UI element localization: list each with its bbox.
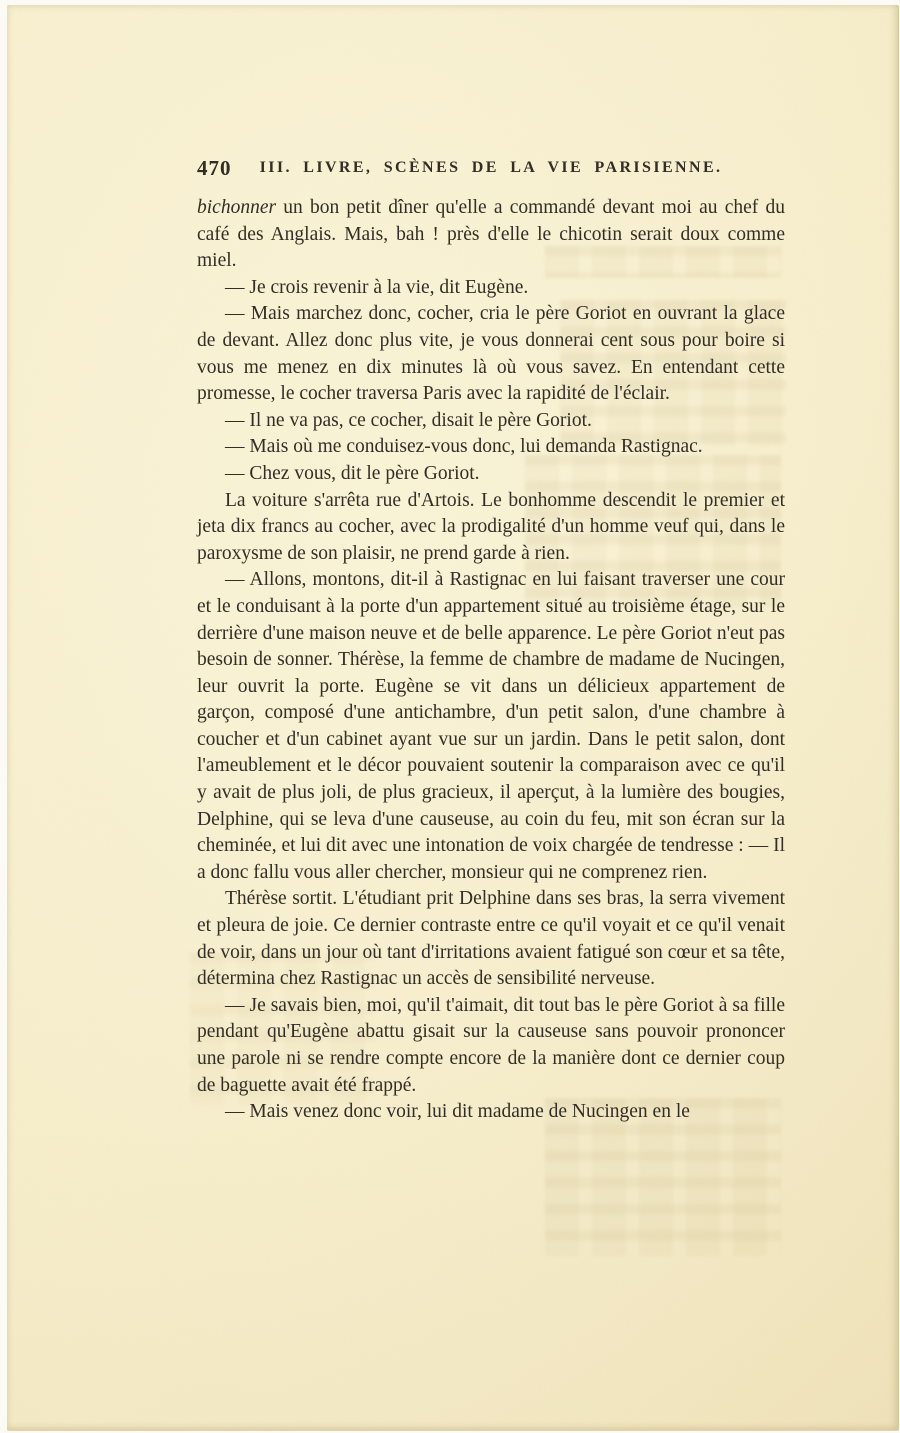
paragraph: — Chez vous, dit le père Goriot.	[225, 462, 480, 484]
paragraph: — Mais venez donc voir, lui dit madame de Nucingen en le	[225, 1101, 690, 1123]
paragraph: — Je crois revenir à la vie, dit Eugène.	[225, 276, 529, 298]
italic-lead-word: bichonner	[197, 197, 277, 218]
text-block	[197, 156, 785, 1126]
body-text	[197, 195, 785, 1126]
paragraph: Thérèse sortit. L'étudiant prit Delphine dans ses bras, la serra vivement et pleura de joie. Ce dernier contraste entre ce qu'il voyait et ce qu'il venait de voir, dans un jour où tant d'irritations avaient fatigué son cœur et sa tête, détermina chez Rastignac un accès de sensibilité nerveuse.	[197, 888, 785, 990]
paragraph: La voiture s'arrêta rue d'Artois. Le bonhomme descendit le premier et jeta dix francs au cocher, avec la prodigalité d'un homme veuf qui, dans le paroxysme de son plaisir, ne prend garde à rien.	[197, 489, 785, 564]
paragraph: — Je savais bien, moi, qu'il t'aimait, dit tout bas le père Goriot à sa fille pendant qu'Eugène abattu gisait sur la causeuse sans pouvoir prononcer une parole ni se rendre compte encore de la manière dont ce dernier coup de baguette avait été frappé.	[197, 994, 785, 1096]
paragraph: — Allons, montons, dit-il à Rastignac en lui faisant traverser une cour et le conduisant à la porte d'un appartement situé au troisième étage, sur le derrière d'une maison neuve et de belle apparence. Le père Goriot n'eut pas besoin de sonner. Thérèse, la femme de chambre de madame de Nucingen, leur ouvrit la porte. Eugène se vit dans un délicieux appartement de garçon, composé d'une antichambre, d'un petit salon, d'une chambre à coucher et d'un cabinet ayant vue sur un jardin. Dans le petit salon, dont l'ameublement et le décor pouvaient soutenir la comparaison avec ce qu'il y avait de plus joli, de plus gracieux, il aperçut, à la lumière des bougies, Delphine, qui se leva d'une causeuse, au coin du feu, mit son écran sur la cheminée, et lui dit avec une intonation de voix chargée de tendresse : — Il a donc fallu vous aller chercher, monsieur qui ne comprenez rien.	[197, 569, 785, 883]
paragraph: — Mais marchez donc, cocher, cria le père Goriot en ouvrant la glace de devant. Allez donc plus vite, je vous donnerai cent sous pour boire si vous me menez en dix minutes là où vous savez. En entendant cette promesse, le cocher traversa Paris avec la rapidité de l'éclair.	[197, 303, 785, 405]
paragraph: — Il ne va pas, ce cocher, disait le père Goriot.	[225, 409, 592, 431]
page-number: 470	[197, 156, 232, 180]
page-header	[197, 156, 785, 186]
paragraph: bichonner un bon petit dîner qu'elle a commandé devant moi au chef du café des Anglais. Mais, bah ! près d'elle le chicotin serait doux comme miel.	[197, 197, 785, 272]
paragraph: — Mais où me conduisez-vous donc, lui demanda Rastignac.	[225, 436, 703, 458]
running-title: III. LIVRE, SCÈNES DE LA VIE PARISIENNE.	[259, 159, 723, 176]
